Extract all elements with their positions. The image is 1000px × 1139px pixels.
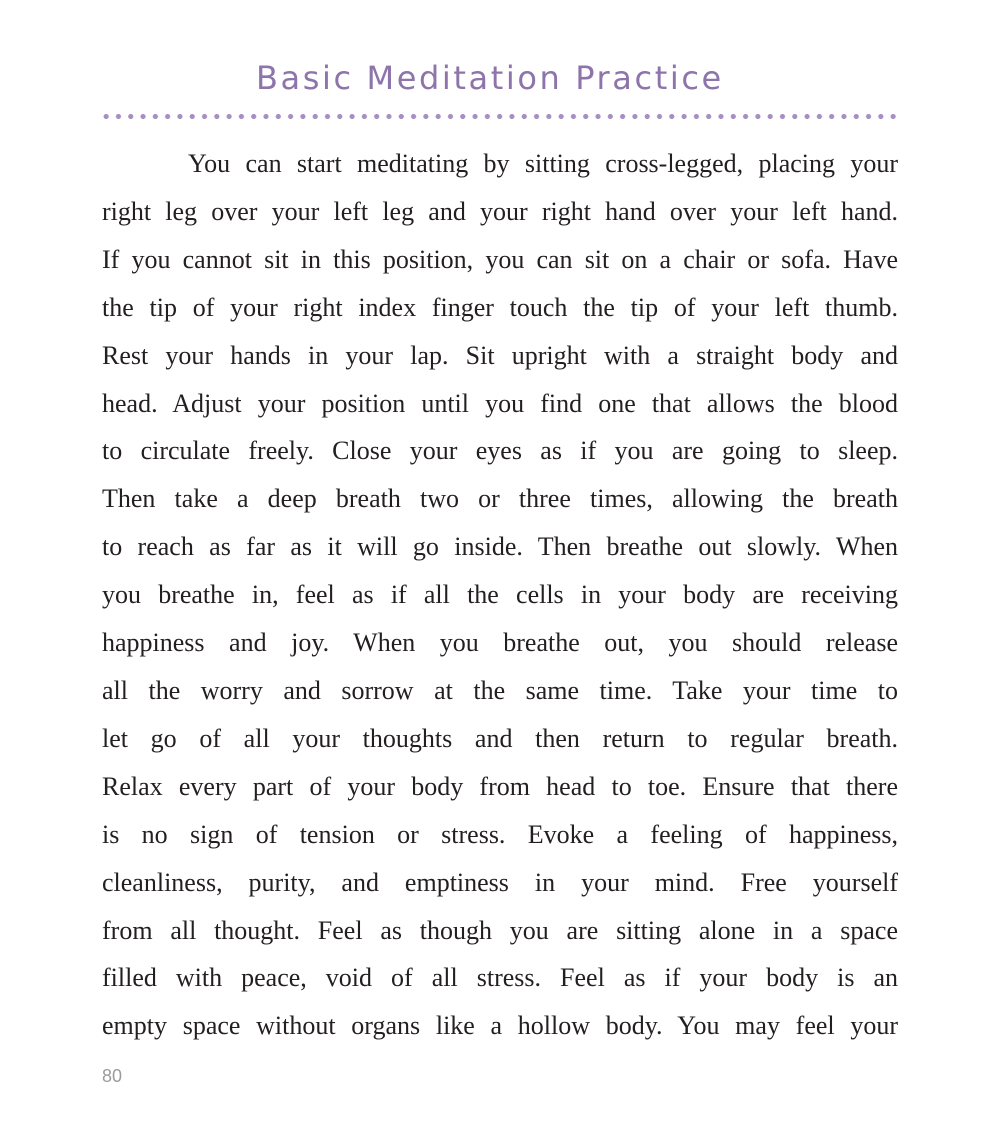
paragraph-line: filled with peace, void of all stress. Feel as if your body is an bbox=[102, 963, 898, 993]
paragraph-line: let go of all your thoughts and then return to regular breath. bbox=[102, 723, 898, 753]
paragraph-line: from all thought. Feel as though you are sitting alone in a space bbox=[102, 915, 898, 945]
paragraph-line: all the worry and sorrow at the same time. Take your time to bbox=[102, 675, 898, 705]
page-title: Basic Meditation Practice bbox=[256, 59, 724, 97]
paragraph-line: right leg over your left leg and your right hand over your left hand. bbox=[102, 196, 898, 226]
paragraph-line: cleanliness, purity, and emptiness in your mind. Free yourself bbox=[102, 867, 898, 897]
paragraph-line: to circulate freely. Close your eyes as if you are going to sleep. bbox=[102, 436, 898, 466]
paragraph-line: to reach as far as it will go inside. Then breathe out slowly. When bbox=[102, 532, 898, 562]
paragraph-line: head. Adjust your position until you find one that allows the blood bbox=[102, 388, 898, 418]
dotted-divider bbox=[100, 113, 900, 120]
page-number: 80 bbox=[102, 1066, 123, 1086]
paragraph-line: Relax every part of your body from head to toe. Ensure that there bbox=[102, 771, 898, 801]
paragraph-line: You can start meditating by sitting cross-legged, placing your bbox=[188, 149, 898, 178]
paragraph-line: If you cannot sit in this position, you can sit on a chair or sofa. Have bbox=[102, 244, 898, 274]
paragraph-line: happiness and joy. When you breathe out, you should release bbox=[102, 628, 898, 658]
body-paragraph bbox=[102, 140, 898, 1050]
paragraph-line: Rest your hands in your lap. Sit upright with a straight body and bbox=[102, 340, 898, 370]
paragraph-line: you breathe in, feel as if all the cells in your body are receiving bbox=[102, 580, 898, 610]
paragraph-line: Then take a deep breath two or three times, allowing the breath bbox=[102, 484, 898, 514]
paragraph-line: the tip of your right index finger touch the tip of your left thumb. bbox=[102, 292, 898, 322]
paragraph-line: empty space without organs like a hollow body. You may feel your bbox=[102, 1011, 898, 1041]
paragraph-line: is no sign of tension or stress. Evoke a feeling of happiness, bbox=[102, 819, 898, 849]
